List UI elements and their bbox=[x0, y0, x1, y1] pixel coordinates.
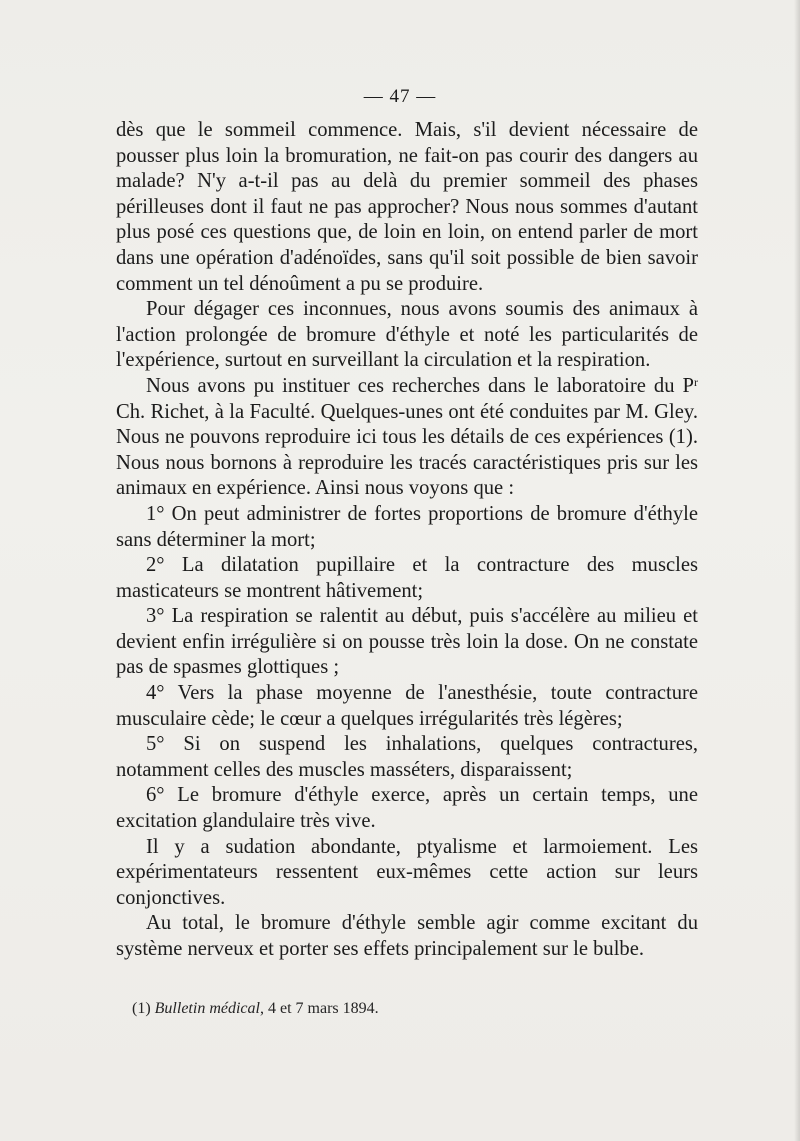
page-number: — 47 — bbox=[363, 86, 437, 107]
finding-item-4: 4° Vers la phase moyenne de l'anesthésie, toute contracture musculaire cède; le cœur a quelques irrégularités très légères; bbox=[116, 682, 698, 730]
paragraph-intro: dès que le sommeil commence. Mais, s'il devient nécessaire de pousser plus loin la bromuration, ne fait-on pas courir des dangers au malade? N'y a-t-il pas au delà du premier sommeil des phases périlleuses dont il faut ne pas approcher? Nous nous sommes d'autant plus posé ces questions que, de loin en loin, on entend parler de mort dans une opération d'adénoïdes, sans qu'il soit possible de bien savoir comment un tel dénoûment a pu se produire. bbox=[116, 119, 698, 295]
paragraph-method: Pour dégager ces inconnues, nous avons soumis des animaux à l'action prolongée de bromure d'éthyle et noté les particularités de l'expérience, surtout en surveillant la circulation et la respiration. bbox=[116, 298, 698, 372]
main-text bbox=[116, 118, 698, 963]
finding-item-6: 6° Le bromure d'éthyle exerce, après un certain temps, une excitation glandulaire très vive. bbox=[116, 784, 698, 833]
laboratory-text-end: Ch. Richet, à la Faculté. Quelques-unes ont été conduites par M. Gley. Nous ne pouvons reproduire ici tous les détails de ces expériences (1). Nous nous bornons à reproduire les tracés caractéristiques pris sur les animaux en expérience. Ainsi nous voyons que : bbox=[116, 400, 698, 500]
footnote-marker: (1) bbox=[132, 1000, 155, 1017]
paragraph-secretions: Il y a sudation abondante, ptyalisme et larmoiement. Les expérimentateurs ressentent eux-mêmes cette action sur leurs conjonctives. bbox=[116, 835, 698, 909]
paragraph-conclusion: Au total, le bromure d'éthyle semble agir comme excitant du système nerveux et porter ses effets principalement sur le bulbe. bbox=[116, 912, 698, 960]
footnote-source: Bulletin médical bbox=[154, 1000, 260, 1017]
finding-item-1: 1° On peut administrer de fortes proportions de bromure d'éthyle sans déterminer la mort; bbox=[116, 502, 698, 551]
professor-superscript: r bbox=[694, 374, 698, 389]
finding-item-5: 5° Si on suspend les inhalations, quelques contractures, notamment celles des muscles masséters, disparaissent; bbox=[116, 733, 698, 781]
footnote-details: , 4 et 7 mars 1894. bbox=[259, 1000, 379, 1017]
footnote bbox=[132, 1000, 692, 1018]
laboratory-text-start: Nous avons pu instituer ces recherches dans le laboratoire du P bbox=[146, 374, 694, 397]
finding-item-3: 3° La respiration se ralentit au début, puis s'accélère au milieu et devient enfin irrégulière si on pousse très loin la dose. On ne constate pas de spasmes glottiques ; bbox=[116, 605, 698, 679]
finding-item-2: 2° La dilatation pupillaire et la contracture des muscles masticateurs se montrent hâtivement; bbox=[116, 554, 698, 602]
page-edge-shadow bbox=[794, 0, 800, 1141]
paragraph-laboratory bbox=[116, 374, 698, 502]
